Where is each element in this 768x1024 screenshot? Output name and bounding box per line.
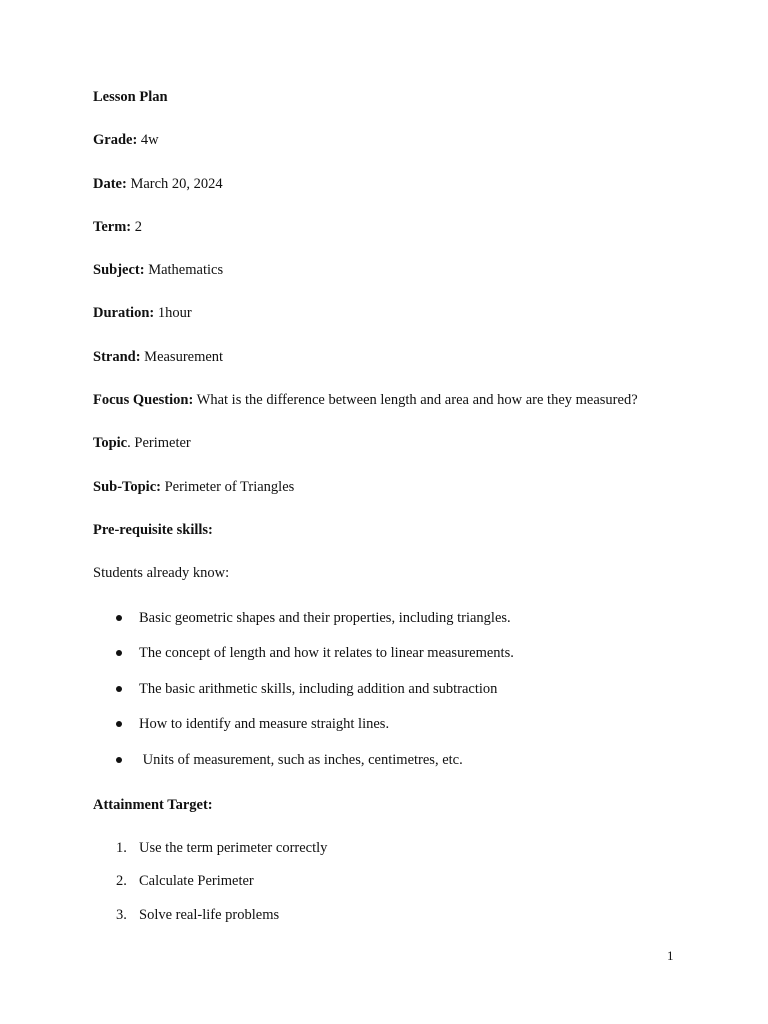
list-item-text: How to identify and measure straight lines.: [139, 716, 390, 732]
field-date: [93, 175, 223, 193]
list-item-text: Units of measurement, such as inches, centimetres, etc.: [139, 752, 463, 768]
field-value: 2: [131, 219, 142, 235]
field-label: Sub-Topic:: [93, 479, 161, 495]
field-strand: [93, 348, 223, 366]
field-subject: [93, 261, 223, 279]
field-value: 4w: [137, 132, 159, 148]
field-label: Date:: [93, 176, 127, 192]
attainment-heading: Attainment Target:: [93, 797, 213, 813]
field-label: Duration:: [93, 305, 155, 321]
list-item-number: 3.: [116, 907, 127, 923]
field-grade: [93, 131, 159, 149]
field-value: Perimeter of Triangles: [160, 479, 295, 495]
bullet-icon: [116, 686, 122, 692]
field-value: March 20, 2024: [126, 176, 223, 192]
field-value: Mathematics: [144, 262, 224, 278]
field-term: [93, 218, 142, 236]
list-item-text: Use the term perimeter correctly: [139, 840, 328, 856]
page-number: 1: [667, 948, 674, 963]
field-sub-topic: [93, 478, 294, 496]
list-item-text: Basic geometric shapes and their properties, including triangles.: [139, 610, 511, 626]
field-label: Subject:: [93, 262, 145, 278]
field-label: Focus Question:: [93, 392, 194, 408]
field-label: Term:: [93, 219, 132, 235]
list-item-text: The basic arithmetic skills, including addition and subtraction: [139, 681, 498, 697]
list-item-number: 1.: [116, 840, 127, 856]
field-duration: [93, 304, 192, 322]
prereq-heading: Pre-requisite skills:: [93, 522, 213, 538]
list-item-text: Solve real-life problems: [139, 907, 280, 923]
field-label: Grade:: [93, 132, 138, 148]
field-topic: [93, 434, 191, 452]
list-item-text: Calculate Perimeter: [139, 873, 254, 889]
list-item-number: 2.: [116, 873, 127, 889]
bullet-icon: [116, 650, 122, 656]
field-label: Strand:: [93, 349, 141, 365]
field-label: Topic: [93, 435, 128, 451]
bullet-icon: [116, 615, 122, 621]
list-item-text: The concept of length and how it relates to linear measurements.: [139, 645, 514, 661]
prereq-intro: Students already know:: [93, 565, 230, 581]
field-value: Measurement: [140, 349, 224, 365]
bullet-icon: [116, 757, 122, 763]
bullet-icon: [116, 721, 122, 727]
field-focus-question: [93, 391, 638, 409]
field-value: What is the difference between length and area and how are they measured?: [193, 392, 638, 408]
field-value: . Perimeter: [127, 435, 191, 451]
field-value: 1hour: [154, 305, 192, 321]
document-title: Lesson Plan: [93, 89, 168, 105]
